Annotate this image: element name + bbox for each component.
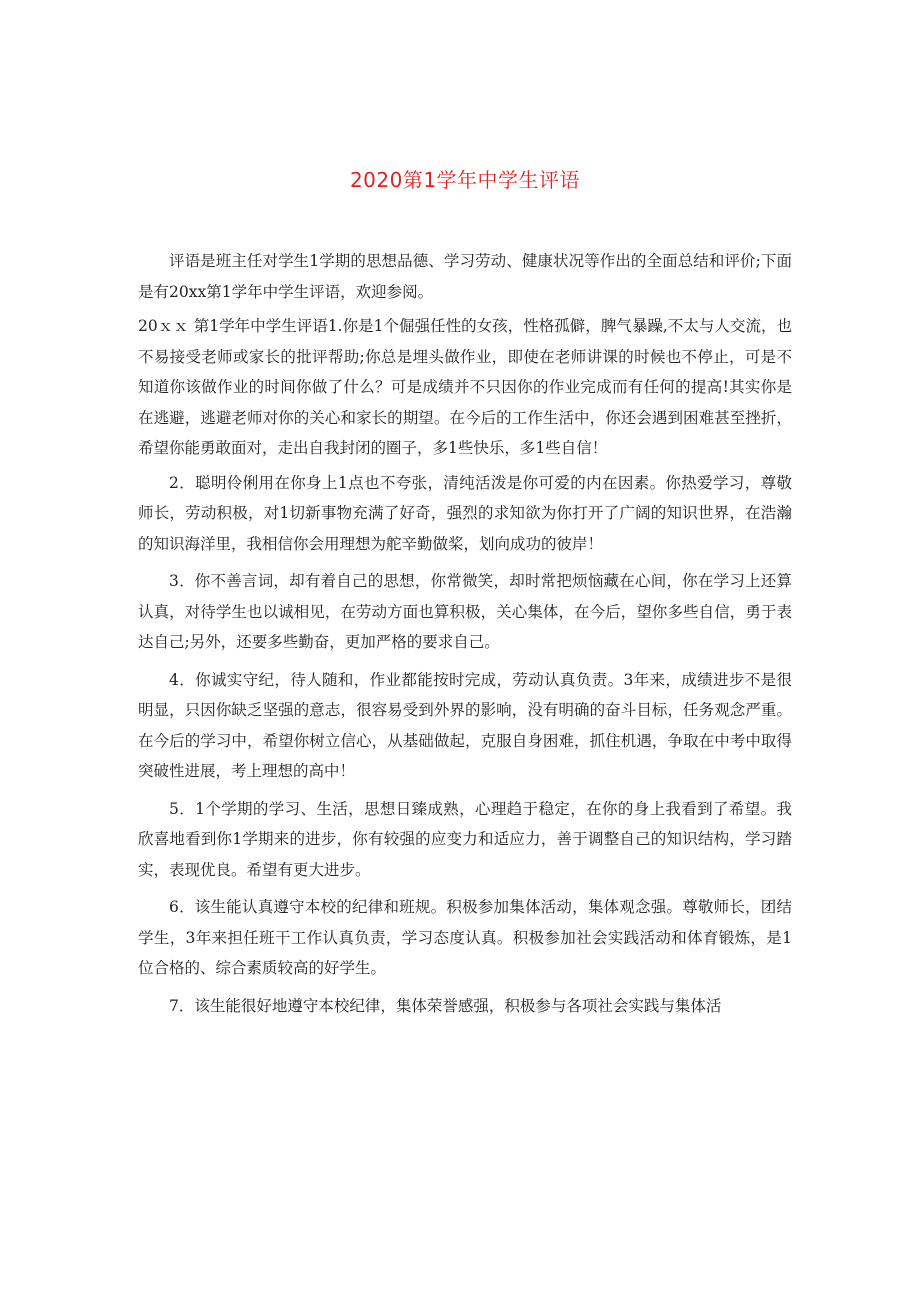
paragraph-6: 6．该生能认真遵守本校的纪律和班规。积极参加集体活动，集体观念强。尊敬师长，团结学生，3年来担任班干工作认真负责，学习态度认真。积极参加社会实践活动和体育锻炼，是1位合格的、综合素质较高的好学生。 xyxy=(138,898,792,977)
paragraph-5: 5．1个学期的学习、生活，思想日臻成熟，心理趋于稳定，在你的身上我看到了希望。我欣喜地看到你1学期来的进步，你有较强的应变力和适应力，善于调整自己的知识结构，学习踏实，表现优良。希望有更大进步。 xyxy=(138,799,792,879)
paragraph-3: 3．你不善言词，却有着自己的思想，你常微笑，却时常把烦恼藏在心间，你在学习上还算认真，对待学生也以诚相见，在劳动方面也算积极，关心集体，在今后，望你多些自信，勇于表达自己;另外，还要多些勤奋，更加严格的要求自己。 xyxy=(138,572,792,651)
paragraph-2: 2．聪明伶俐用在你身上1点也不夸张，清纯活泼是你可爱的内在因素。你热爱学习，尊敬师长，劳动积极，对1切新事物充满了好奇，强烈的求知欲为你打开了广阔的知识世界，在浩瀚的知识海洋里，我相信你会用理想为舵辛勤做桨，划向成功的彼岸！ xyxy=(138,473,792,553)
paragraph-1: 20ｘｘ 第1学年中学生评语1.你是1个倔强任性的女孩，性格孤僻，脾气暴躁,不太与人交流，也不易接受老师或家长的批评帮助;你总是埋头做作业，即使在老师讲课的时候也不停止，可是不知道你该做作业的时间你做了什么？可是成绩并不只因你的作业完成而有任何的提高!其实你是在逃避，逃避老师对你的关心和家长的期望。在今后的工作生活中，你还会遇到困难甚至挫折，希望你能勇敢面对，走出自我封闭的圈子，多1些快乐，多1些自信！ xyxy=(138,317,792,457)
paragraph-4: 4．你诚实守纪，待人随和，作业都能按时完成，劳动认真负责。3年来，成绩进步不是很明显，只因你缺乏坚强的意志，很容易受到外界的影响，没有明确的奋斗目标，任务观念严重。在今后的学习中，希望你树立信心，从基础做起，克服自身困难，抓住机遇，争取在中考中取得突破性进展，考上理想的高中！ xyxy=(138,670,792,780)
document-title: 2020第1学年中学生评语 xyxy=(349,168,581,192)
paragraph-intro: 评语是班主任对学生1学期的思想品德、学习劳动、健康状况等作出的全面总结和评价;下面是有20xx第1学年中学生评语，欢迎参阅。 xyxy=(138,252,792,301)
document-body xyxy=(138,246,792,1021)
paragraph-7: 7．该生能很好地遵守本校纪律，集体荣誉感强，积极参与各项社会实践与集体活 xyxy=(169,996,722,1015)
